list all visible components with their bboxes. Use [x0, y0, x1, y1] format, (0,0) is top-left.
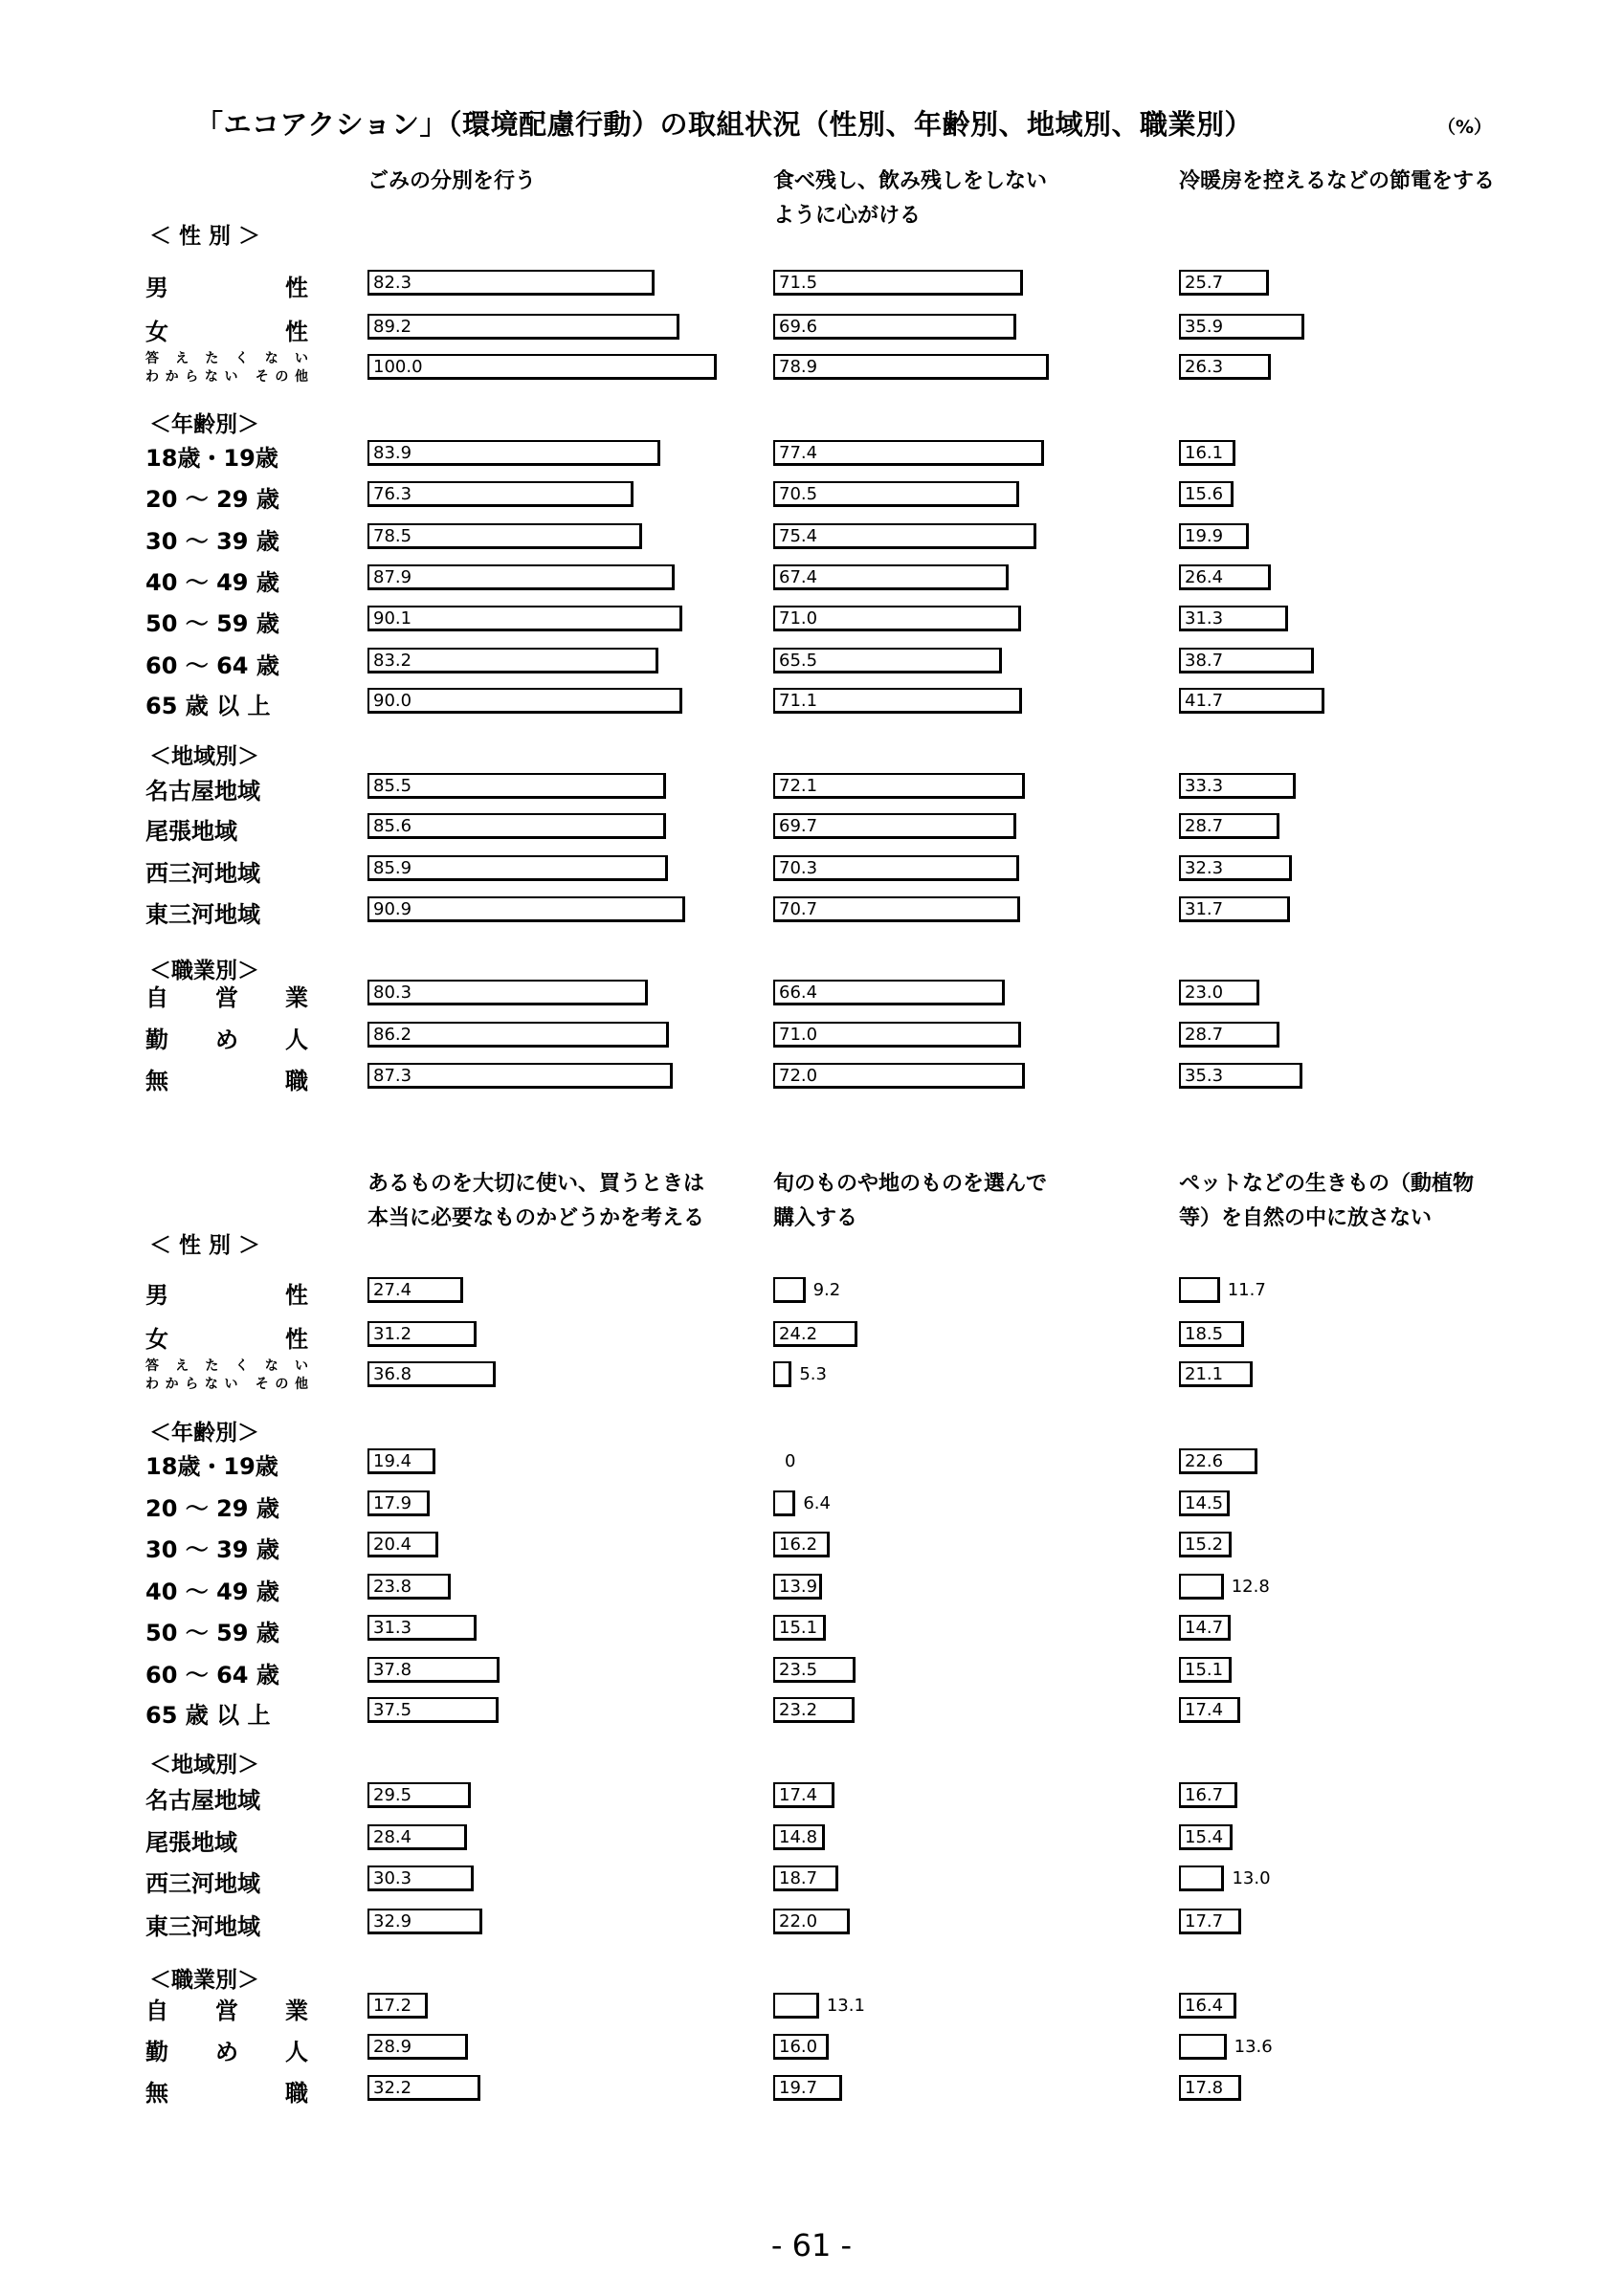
value-label: 22.6	[1185, 1451, 1224, 1471]
row-label-text	[145, 269, 308, 302]
value-label: 36.8	[373, 1364, 412, 1384]
row-label-text	[145, 1865, 308, 1898]
row-label-part: 職	[285, 2080, 308, 2107]
bar	[367, 314, 679, 340]
bar	[367, 606, 682, 631]
value-label: 72.1	[779, 776, 818, 796]
value-label: 75.4	[779, 526, 818, 546]
panel-title-line: 旬のものや地のものを選んで	[773, 1172, 1048, 1196]
row-label	[145, 854, 308, 888]
value-label: 15.2	[1185, 1534, 1224, 1555]
row-label-text	[145, 812, 308, 846]
value-label: 33.3	[1185, 776, 1224, 796]
row-label-text	[145, 1823, 308, 1857]
bar	[367, 688, 682, 714]
row-label-part: 尾張地域	[145, 818, 237, 845]
group-header: ＜地域別＞	[149, 744, 259, 769]
value-label: 21.1	[1185, 1364, 1224, 1384]
value-label: 37.8	[373, 1660, 412, 1680]
value-label: 29.5	[373, 1785, 412, 1805]
row-label-part: 西三河地域	[145, 860, 260, 887]
value-label: 67.4	[779, 567, 818, 587]
row-label-text	[145, 1992, 308, 2025]
group-header: ＜ 性 別 ＞	[149, 1233, 261, 1258]
row-label-part: 業	[285, 1998, 308, 2024]
value-label: 6.4	[803, 1493, 831, 1513]
bar	[1179, 1866, 1224, 1891]
row-label	[145, 812, 308, 846]
value-label: 72.0	[779, 1066, 818, 1086]
row-label-text	[145, 1490, 308, 1523]
row-label-part: 20 ～ 29 歳	[145, 1495, 279, 1522]
row-label-part: 名古屋地域	[145, 778, 260, 805]
row-label-text	[145, 313, 308, 346]
value-label: 78.9	[779, 357, 818, 377]
value-label: 16.2	[779, 1534, 818, 1555]
row-label-text	[145, 1614, 308, 1647]
row-label-part: 性	[285, 319, 308, 345]
value-label: 18.7	[779, 1868, 818, 1888]
row-label	[145, 350, 308, 386]
row-label-part: 性	[285, 1282, 308, 1309]
value-label: 15.6	[1185, 484, 1224, 504]
row-label-text	[145, 1276, 308, 1310]
row-label-part: 50 ～ 59 歳	[145, 610, 279, 637]
panel-title-line: ように心がける	[773, 204, 922, 228]
row-label	[145, 1490, 308, 1523]
bar	[773, 1361, 791, 1387]
row-label-text	[145, 854, 308, 888]
row-label-part: め	[215, 1027, 238, 1053]
row-label-part: 30 ～ 39 歳	[145, 528, 279, 555]
row-label	[145, 313, 308, 346]
value-label: 85.5	[373, 776, 412, 796]
row-label-part: 東三河地域	[145, 901, 260, 928]
group-header: ＜ 性 別 ＞	[149, 224, 261, 249]
bar	[367, 773, 666, 799]
value-label: 23.2	[779, 1700, 818, 1720]
row-label-text	[145, 1320, 308, 1354]
group-header: ＜職業別＞	[149, 1968, 259, 1993]
value-label: 16.4	[1185, 1996, 1224, 2016]
bar	[773, 1277, 806, 1303]
row-label	[145, 522, 308, 556]
panel-title-line: 購入する	[773, 1206, 858, 1230]
value-label: 69.7	[779, 816, 818, 836]
row-label-part: 65 歳 以 上	[145, 693, 271, 719]
value-label: 17.4	[779, 1785, 818, 1805]
row-label-text	[145, 2033, 308, 2066]
row-label	[145, 1062, 308, 1095]
value-label: 16.1	[1185, 443, 1224, 463]
value-label: 14.8	[779, 1827, 818, 1847]
value-label: 28.9	[373, 2037, 412, 2057]
value-label: 15.1	[1185, 1660, 1224, 1680]
panel-title-line: あるものを大切に使い、買うときは	[367, 1172, 705, 1196]
value-label: 31.7	[1185, 899, 1224, 919]
row-label	[145, 1781, 308, 1815]
bar	[367, 896, 685, 922]
value-label: 30.3	[373, 1868, 412, 1888]
bar	[1179, 1277, 1220, 1303]
row-label-part: 無	[145, 2080, 168, 2107]
row-label	[145, 1021, 308, 1054]
row-label	[145, 687, 308, 720]
row-label-part: 50 ～ 59 歳	[145, 1620, 279, 1646]
group-header: ＜年齢別＞	[149, 412, 259, 437]
row-label	[145, 1276, 308, 1310]
row-label-part: 40 ～ 49 歳	[145, 1578, 279, 1605]
row-label	[145, 605, 308, 638]
row-label	[145, 1823, 308, 1857]
value-label: 17.2	[373, 1996, 412, 2016]
value-label: 28.4	[373, 1827, 412, 1847]
value-label: 100.0	[373, 357, 423, 377]
value-label: 12.8	[1231, 1577, 1270, 1597]
row-label-part: 60 ～ 64 歳	[145, 1662, 279, 1689]
row-label-part: 性	[285, 1326, 308, 1353]
row-label-text	[145, 687, 308, 720]
value-label: 13.6	[1234, 2037, 1273, 2057]
bar	[367, 813, 666, 839]
value-label: 83.2	[373, 651, 412, 671]
row-label	[145, 1447, 308, 1481]
row-label-text	[145, 1908, 308, 1941]
value-label: 90.0	[373, 691, 412, 711]
value-label: 87.9	[373, 567, 412, 587]
row-label-part: 女	[145, 319, 168, 345]
value-label: 71.0	[779, 1025, 818, 1045]
row-label-part: 自	[145, 1998, 168, 2024]
value-label: 23.5	[779, 1660, 818, 1680]
value-label: 18.5	[1185, 1324, 1224, 1344]
bar	[773, 1490, 795, 1516]
value-label: 37.5	[373, 1700, 412, 1720]
panel-title	[1179, 165, 1495, 199]
row-label-text	[145, 772, 308, 806]
value-label: 22.0	[779, 1911, 818, 1932]
row-label-part: め	[215, 2039, 238, 2065]
value-label: 69.6	[779, 317, 818, 337]
row-label-part: 東三河地域	[145, 1913, 260, 1940]
value-label: 13.1	[826, 1996, 865, 2016]
page-number: - 61 -	[770, 2227, 853, 2263]
value-label: 90.9	[373, 899, 412, 919]
row-label-text	[145, 563, 308, 597]
row-label	[145, 1696, 308, 1730]
panel-title	[773, 165, 1047, 233]
row-label	[145, 1908, 308, 1941]
value-label: 32.9	[373, 1911, 412, 1932]
row-label	[145, 1320, 308, 1354]
row-label-part: 40 ～ 49 歳	[145, 569, 279, 596]
value-label: 13.0	[1232, 1868, 1271, 1888]
row-label	[145, 647, 308, 680]
row-label-line: わからない その他	[145, 1377, 308, 1392]
value-label: 71.1	[779, 691, 818, 711]
bar	[367, 1063, 673, 1089]
bar	[367, 1022, 669, 1048]
value-label: 17.7	[1185, 1911, 1224, 1932]
value-label: 14.5	[1185, 1493, 1224, 1513]
value-label: 70.7	[779, 899, 818, 919]
row-label	[145, 1614, 308, 1647]
bar	[367, 564, 675, 590]
row-label-line: わからない その他	[145, 369, 308, 385]
unit-label: （%）	[1437, 117, 1493, 138]
row-label-text	[145, 522, 308, 556]
row-label-text	[145, 895, 308, 929]
value-label: 86.2	[373, 1025, 412, 1045]
value-label: 83.9	[373, 443, 412, 463]
value-label: 31.3	[1185, 608, 1224, 629]
value-label: 26.4	[1185, 567, 1224, 587]
row-label	[145, 1992, 308, 2025]
group-header: ＜年齢別＞	[149, 1421, 259, 1446]
value-label: 9.2	[812, 1280, 841, 1300]
value-label: 71.0	[779, 608, 818, 629]
row-label-text	[145, 1781, 308, 1815]
panel-title-line: ごみの分別を行う	[367, 169, 537, 193]
row-label-part: 自	[145, 984, 168, 1011]
row-label	[145, 1573, 308, 1606]
row-label	[145, 269, 308, 302]
bar	[773, 1993, 819, 2019]
row-label	[145, 563, 308, 597]
value-label: 19.7	[779, 2078, 818, 2098]
row-label	[145, 979, 308, 1012]
row-label-part: 30 ～ 39 歳	[145, 1536, 279, 1563]
row-label-text	[145, 1573, 308, 1606]
row-label-text	[145, 605, 308, 638]
value-label: 35.9	[1185, 317, 1224, 337]
value-label: 25.7	[1185, 273, 1224, 293]
value-label: 32.2	[373, 2078, 412, 2098]
row-label-text	[145, 647, 308, 680]
group-header: ＜地域別＞	[149, 1753, 259, 1777]
row-label-part: 営	[215, 1998, 238, 2024]
row-label-part: 職	[285, 1068, 308, 1094]
value-label: 32.3	[1185, 858, 1224, 878]
value-label: 87.3	[373, 1066, 412, 1086]
value-label: 70.3	[779, 858, 818, 878]
value-label: 11.7	[1227, 1280, 1266, 1300]
row-label-text	[145, 480, 308, 514]
row-label	[145, 2033, 308, 2066]
panel-title	[773, 1167, 1047, 1236]
panel-title-line: 本当に必要なものかどうかを考える	[367, 1206, 705, 1230]
value-label: 70.5	[779, 484, 818, 504]
value-label: 27.4	[373, 1280, 412, 1300]
row-label	[145, 1656, 308, 1689]
page-title: 「エコアクション」（環境配慮行動）の取組状況（性別、年齢別、地域別、職業別）	[195, 108, 1254, 141]
row-label-part: 60 ～ 64 歳	[145, 652, 279, 679]
value-label: 28.7	[1185, 816, 1224, 836]
value-label: 19.4	[373, 1451, 412, 1471]
row-label-part: 名古屋地域	[145, 1787, 260, 1814]
panel-title	[1179, 1167, 1474, 1236]
row-label	[145, 1865, 308, 1898]
row-label-part: 18歳・19歳	[145, 445, 278, 472]
value-label: 65.5	[779, 651, 818, 671]
value-label: 16.7	[1185, 1785, 1224, 1805]
value-label: 26.3	[1185, 357, 1224, 377]
value-label: 38.7	[1185, 651, 1224, 671]
row-label-part: 18歳・19歳	[145, 1453, 278, 1480]
value-label: 31.3	[373, 1618, 412, 1638]
value-label: 76.3	[373, 484, 412, 504]
row-label	[145, 439, 308, 473]
value-label: 15.1	[779, 1618, 818, 1638]
bar	[367, 855, 668, 881]
row-label-part: 勤	[145, 2039, 168, 2065]
row-label-part: 勤	[145, 1027, 168, 1053]
row-label-text	[145, 1021, 308, 1054]
value-label: 16.0	[779, 2037, 818, 2057]
row-label-part: 人	[285, 1027, 308, 1053]
value-label: 23.8	[373, 1577, 412, 1597]
value-label: 80.3	[373, 982, 412, 1003]
panel-title-line: ペットなどの生きもの（動植物	[1179, 1172, 1475, 1196]
value-label: 71.5	[779, 273, 818, 293]
panel-title-line: 冷暖房を控えるなどの節電をする	[1179, 169, 1496, 193]
value-label: 5.3	[799, 1364, 827, 1384]
row-label	[145, 1531, 308, 1564]
row-label-text	[145, 1531, 308, 1564]
row-label-part: 業	[285, 984, 308, 1011]
row-label	[145, 895, 308, 929]
panel-title	[367, 1167, 704, 1236]
value-label: 35.3	[1185, 1066, 1224, 1086]
row-label-part: 65 歳 以 上	[145, 1702, 271, 1729]
row-label-text	[145, 1062, 308, 1095]
row-label-text	[145, 2074, 308, 2108]
row-label-part: 尾張地域	[145, 1829, 237, 1856]
value-label: 0	[785, 1451, 796, 1471]
value-label: 31.2	[373, 1324, 412, 1344]
value-label: 17.8	[1185, 2078, 1224, 2098]
row-label-part: 営	[215, 984, 238, 1011]
value-label: 13.9	[779, 1577, 818, 1597]
row-label-text	[145, 439, 308, 473]
bar	[1179, 1574, 1224, 1600]
value-label: 17.4	[1185, 1700, 1224, 1720]
row-label-text	[145, 1696, 308, 1730]
panel-title-line: 食べ残し、飲み残しをしない	[773, 169, 1048, 193]
row-label-part: 女	[145, 1326, 168, 1353]
value-label: 77.4	[779, 443, 818, 463]
row-label-part: 西三河地域	[145, 1870, 260, 1897]
value-label: 41.7	[1185, 691, 1224, 711]
row-label-line: 答えたくない	[145, 351, 308, 366]
value-label: 19.9	[1185, 526, 1224, 546]
row-label	[145, 480, 308, 514]
row-label	[145, 2074, 308, 2108]
row-label-text	[145, 1447, 308, 1481]
row-label-part: 男	[145, 275, 168, 301]
value-label: 85.6	[373, 816, 412, 836]
value-label: 17.9	[373, 1493, 412, 1513]
row-label-text	[145, 1656, 308, 1689]
value-label: 66.4	[779, 982, 818, 1003]
group-header: ＜職業別＞	[149, 959, 259, 983]
row-label-part: 人	[285, 2039, 308, 2065]
value-label: 85.9	[373, 858, 412, 878]
value-label: 14.7	[1185, 1618, 1224, 1638]
row-label	[145, 772, 308, 806]
row-label-line: 答えたくない	[145, 1358, 308, 1374]
value-label: 20.4	[373, 1534, 412, 1555]
row-label-text	[145, 979, 308, 1012]
value-label: 82.3	[373, 273, 412, 293]
value-label: 90.1	[373, 608, 412, 629]
row-label	[145, 1358, 308, 1394]
row-label-part: 性	[285, 275, 308, 301]
value-label: 89.2	[373, 317, 412, 337]
row-label-part: 無	[145, 1068, 168, 1094]
row-label-part: 男	[145, 1282, 168, 1309]
value-label: 23.0	[1185, 982, 1224, 1003]
value-label: 28.7	[1185, 1025, 1224, 1045]
value-label: 78.5	[373, 526, 412, 546]
value-label: 24.2	[779, 1324, 818, 1344]
row-label-part: 20 ～ 29 歳	[145, 486, 279, 513]
bar	[1179, 2034, 1227, 2060]
panel-title-line: 等）を自然の中に放さない	[1179, 1206, 1433, 1230]
value-label: 15.4	[1185, 1827, 1224, 1847]
panel-title	[367, 165, 536, 199]
